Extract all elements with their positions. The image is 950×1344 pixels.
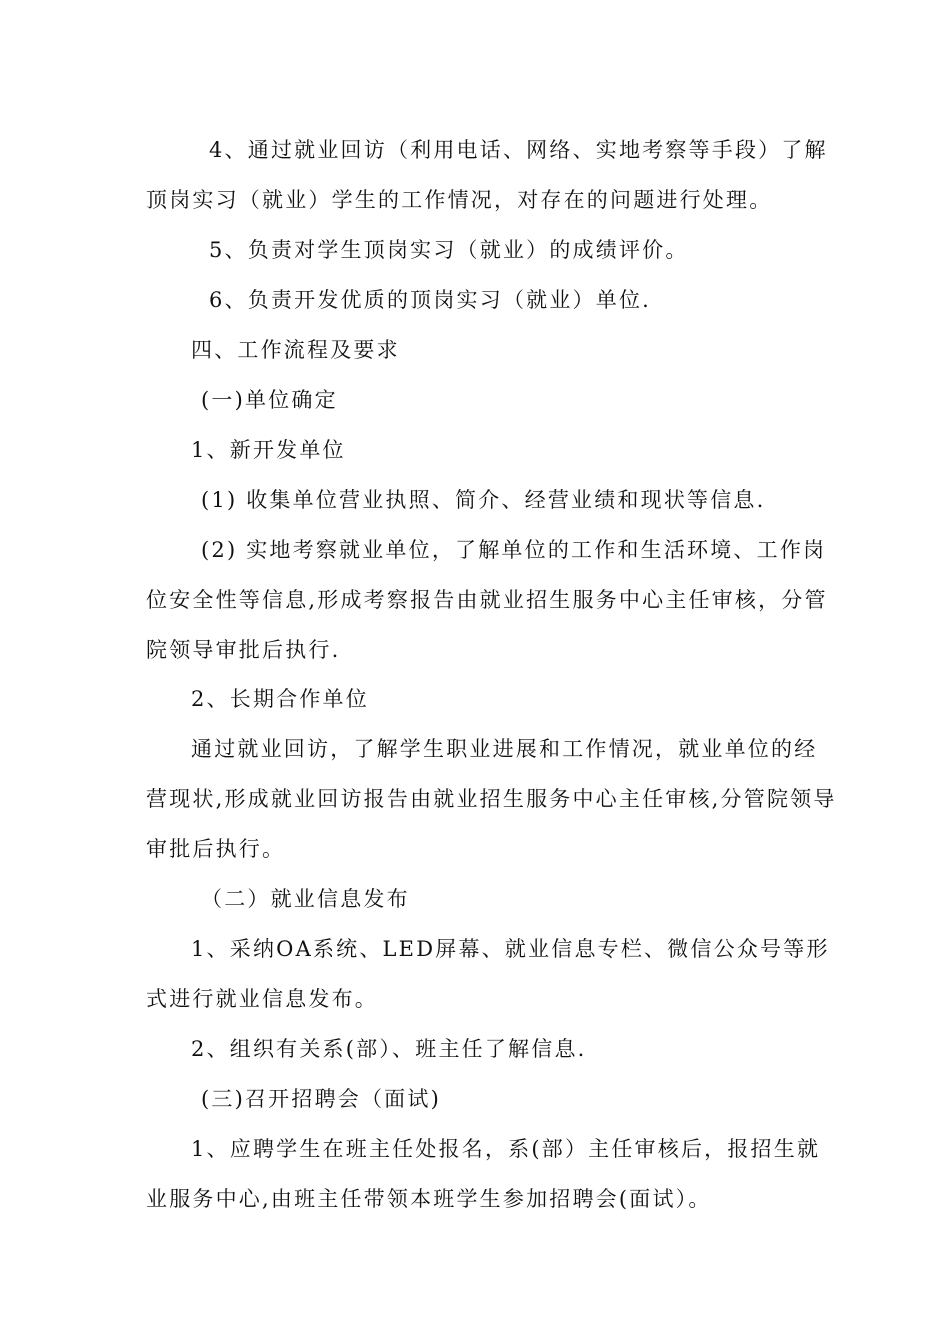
- paragraph-line: 2、组织有关系(部）、班主任了解信息.: [191, 1037, 587, 1061]
- paragraph-line: 6、负责开发优质的顶岗实习（就业）单位.: [209, 288, 652, 312]
- paragraph-line: 4、通过就业回访（利用电话、网络、实地考察等手段）了解: [209, 138, 828, 162]
- subsection-heading: （二）就业信息发布: [201, 887, 410, 911]
- paragraph-line: 顶岗实习（就业）学生的工作情况，对存在的问题进行处理。: [146, 188, 773, 212]
- subsection-heading: (三)召开招聘会（面试): [201, 1087, 441, 1111]
- paragraph-line: (2) 实地考察就业单位，了解单位的工作和生活环境、工作岗: [201, 538, 827, 562]
- paragraph-line: 通过就业回访，了解学生职业进展和工作情况，就业单位的经: [191, 737, 818, 761]
- paragraph-line: 式进行就业信息发布。: [146, 987, 378, 1011]
- paragraph-line: 营现状,形成就业回访报告由就业招生服务中心主任审核,分管院领导: [146, 787, 837, 811]
- paragraph-line: 位安全性等信息,形成考察报告由就业招生服务中心主任审核，分管: [146, 588, 828, 612]
- paragraph-line: 审批后执行。: [146, 837, 286, 861]
- paragraph-line: 1、应聘学生在班主任处报名，系(部）主任审核后，报招生就: [191, 1137, 821, 1161]
- paragraph-line: 院领导审批后执行.: [146, 638, 341, 662]
- paragraph-line: 1、采纳OA系统、LED屏幕、就业信息专栏、微信公众号等形: [191, 937, 830, 961]
- section-heading: 四、工作流程及要求: [191, 338, 400, 362]
- paragraph-line: 业服务中心,由班主任带领本班学生参加招聘会(面试）。: [146, 1187, 712, 1211]
- paragraph-line: (1) 收集单位营业执照、简介、经营业绩和现状等信息.: [201, 488, 766, 512]
- subsection-heading: (一)单位确定: [201, 388, 338, 412]
- paragraph-line: 2、长期合作单位: [191, 687, 369, 711]
- paragraph-line: 5、负责对学生顶岗实习（就业）的成绩评价。: [209, 238, 689, 262]
- paragraph-line: 1、新开发单位: [191, 438, 346, 462]
